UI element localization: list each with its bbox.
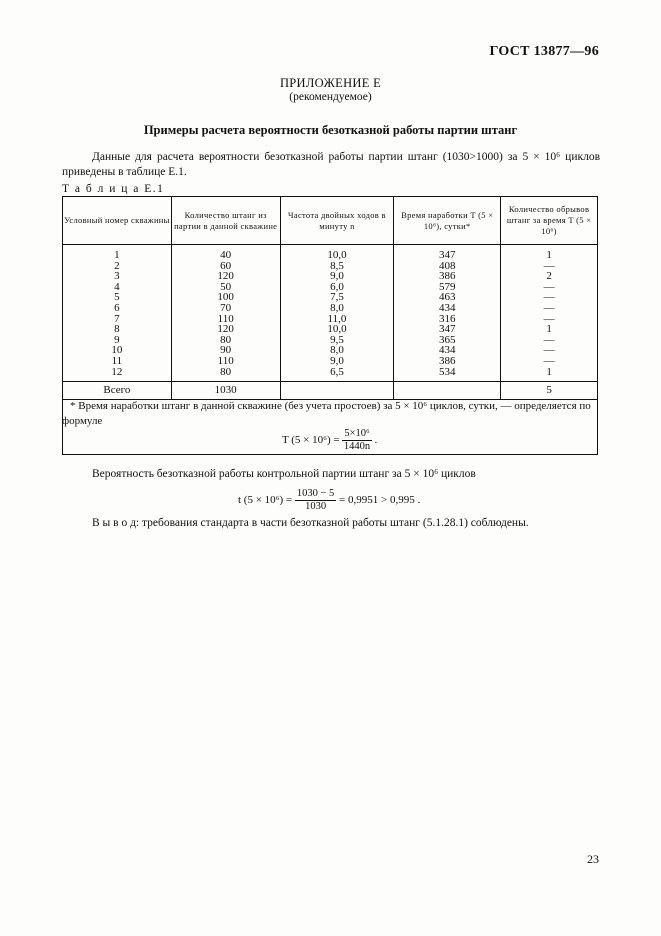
cell-failures: — [501, 345, 598, 356]
cell-well-number: 1 [63, 245, 172, 261]
cell-well-number: 7 [63, 314, 172, 325]
cell-rod-count: 40 [171, 245, 280, 261]
formula-fraction [342, 428, 371, 453]
cell-rod-count: 120 [171, 271, 280, 282]
prob-fraction [295, 488, 336, 513]
formula-tail: . [374, 434, 378, 447]
prob-rhs: = 0,9951 > 0,995 . [339, 494, 421, 507]
header-operating-time: Время наработки T (5 × 10⁶), сутки* [394, 197, 501, 245]
page-number: 23 [587, 852, 599, 866]
cell-failures: — [501, 303, 598, 314]
standard-number: ГОСТ 13877—96 [489, 44, 599, 59]
header-stroke-frequency: Частота двойных ходов в минуту n [280, 197, 394, 245]
cell-well-number: 12 [63, 367, 172, 378]
conclusion [62, 516, 600, 531]
cell-operating-time: 434 [394, 345, 501, 356]
cell-well-number: 10 [63, 345, 172, 356]
cell-stroke-frequency: 9,5 [280, 335, 394, 346]
data-table [62, 196, 598, 400]
cell-stroke-frequency: 10,0 [280, 324, 394, 335]
intro-paragraph: Данные для расчета вероятности безотказной работы партии штанг (1030>1000) за 5 × 10⁶ циклов приведены в таблице Е.1. [62, 151, 600, 178]
cell-rod-count: 50 [171, 282, 280, 293]
table-header-row [63, 197, 598, 245]
cell-rod-count: 80 [171, 335, 280, 346]
cell-stroke-frequency: 7,5 [280, 292, 394, 303]
cell-failures: 2 [501, 271, 598, 282]
cell-failures: 1 [501, 367, 598, 378]
cell-operating-time: 347 [394, 324, 501, 335]
prob-denominator: 1030 [305, 501, 327, 512]
cell-rod-count: 70 [171, 303, 280, 314]
probability-formula [238, 488, 420, 513]
cell-rod-count: 90 [171, 345, 280, 356]
prob-lhs: t (5 × 10⁶) = [238, 494, 293, 507]
conclusion-label: В ы в о д: [92, 517, 140, 529]
cell-failures: — [501, 335, 598, 346]
cell-well-number: 8 [63, 324, 172, 335]
conclusion-text: требования стандарта в части безотказной работы штанг (5.1.28.1) соблюдены. [142, 517, 529, 529]
table-caption: Т а б л и ц а Е.1 [62, 183, 165, 195]
cell-failures: — [501, 292, 598, 303]
footnote-text: * Время наработки штанг в данной скважине (без учета простоев) за 5 × 10⁶ циклов, сутки, — определяется по формуле [62, 400, 591, 427]
cell-failures: — [501, 314, 598, 325]
cell-operating-time: 347 [394, 245, 501, 261]
cell-rod-count: 120 [171, 324, 280, 335]
cell-stroke-frequency: 6,0 [280, 282, 394, 293]
header-rod-count: Количество штанг из партии в данной скважине [171, 197, 280, 245]
cell-operating-time: 365 [394, 335, 501, 346]
cell-well-number: 3 [63, 271, 172, 282]
cell-well-number: 11 [63, 356, 172, 367]
cell-well-number: 5 [63, 292, 172, 303]
header-failures: Количество обрывов штанг за время T (5 × 10⁶) [501, 197, 598, 245]
probability-text: Вероятность безотказной работы контрольной партии штанг за 5 × 10⁶ циклов [92, 468, 476, 480]
cell-well-number: 2 [63, 261, 172, 272]
section-title: Примеры расчета вероятности безотказной работы партии штанг [143, 123, 518, 137]
appendix-title: ПРИЛОЖЕНИЕ Е [279, 76, 382, 90]
cell-failures: 1 [501, 324, 598, 335]
appendix-subtitle: (рекомендуемое) [289, 91, 372, 103]
formula-numerator: 5×10⁶ [344, 428, 370, 439]
cell-stroke-frequency: 8,0 [280, 345, 394, 356]
footnote-formula [282, 428, 377, 453]
table-row [63, 303, 598, 314]
cell-rod-count: 110 [171, 314, 280, 325]
cell-failures: — [501, 282, 598, 293]
total-label: Всего [63, 382, 172, 400]
prob-numerator: 1030 − 5 [296, 488, 335, 499]
total-count: 1030 [171, 382, 280, 400]
cell-operating-time: 386 [394, 271, 501, 282]
cell-stroke-frequency: 8,5 [280, 261, 394, 272]
cell-stroke-frequency: 6,5 [280, 367, 394, 378]
cell-stroke-frequency: 11,0 [280, 314, 394, 325]
cell-rod-count: 60 [171, 261, 280, 272]
cell-rod-count: 110 [171, 356, 280, 367]
cell-operating-time: 534 [394, 367, 501, 378]
cell-stroke-frequency: 9,0 [280, 271, 394, 282]
cell-well-number: 6 [63, 303, 172, 314]
cell-stroke-frequency: 10,0 [280, 245, 394, 261]
cell-operating-time: 386 [394, 356, 501, 367]
cell-rod-count: 100 [171, 292, 280, 303]
cell-well-number: 4 [63, 282, 172, 293]
cell-failures: — [501, 261, 598, 272]
table-row [63, 356, 598, 367]
table-row [63, 245, 598, 261]
cell-operating-time: 463 [394, 292, 501, 303]
formula-lhs: T (5 × 10⁶) = [282, 434, 340, 447]
cell-operating-time: 408 [394, 261, 501, 272]
header-well-number: Условный номер скважины [63, 197, 172, 245]
cell-rod-count: 80 [171, 367, 280, 378]
cell-operating-time: 316 [394, 314, 501, 325]
cell-failures: 1 [501, 245, 598, 261]
table-row [63, 367, 598, 378]
cell-stroke-frequency: 8,0 [280, 303, 394, 314]
cell-operating-time: 434 [394, 303, 501, 314]
formula-denominator: 1440n [343, 441, 371, 452]
cell-stroke-frequency: 9,0 [280, 356, 394, 367]
cell-well-number: 9 [63, 335, 172, 346]
cell-operating-time: 579 [394, 282, 501, 293]
total-failures: 5 [501, 382, 598, 400]
cell-failures: — [501, 356, 598, 367]
